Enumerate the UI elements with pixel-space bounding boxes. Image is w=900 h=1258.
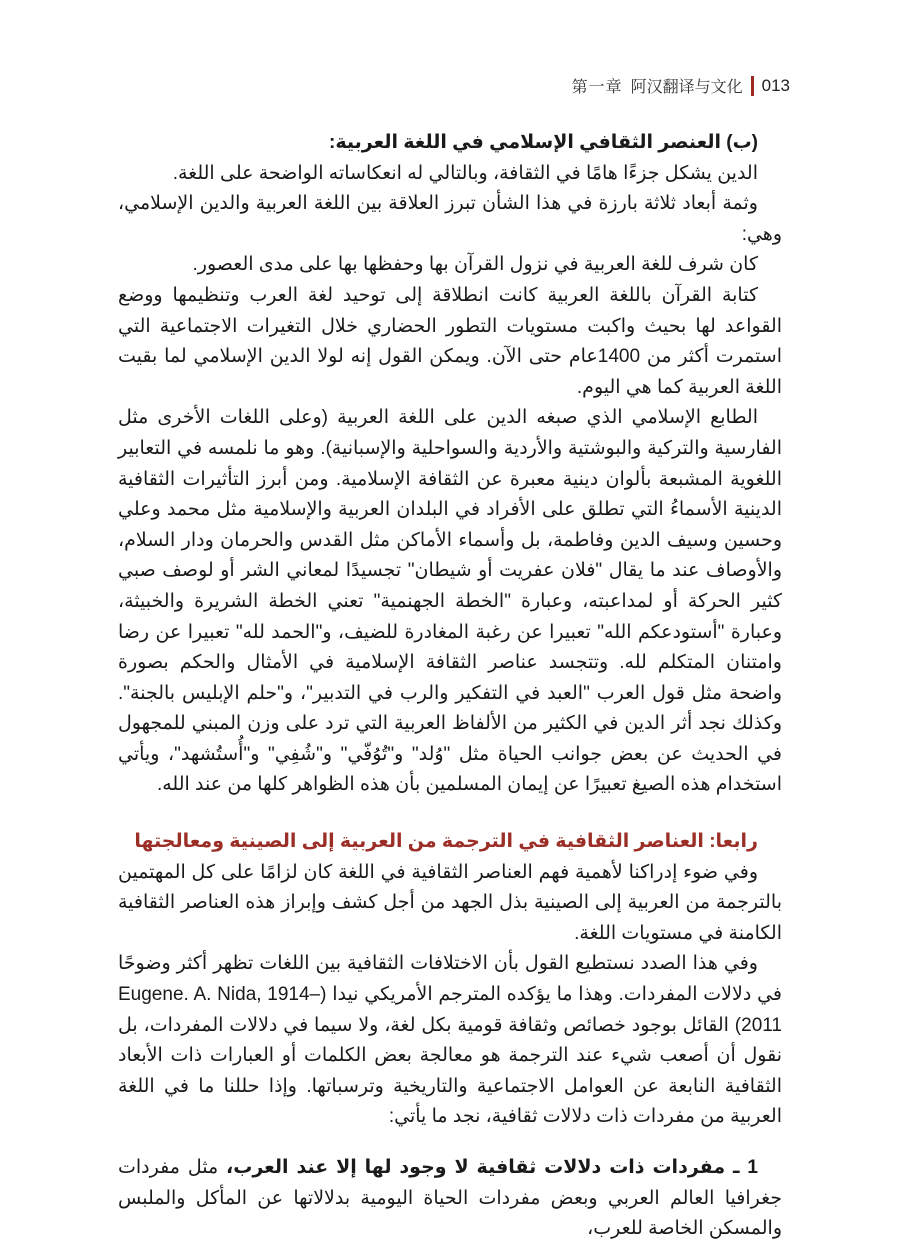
page-number: 013 (761, 75, 790, 95)
section-b-heading: (ب) العنصر الثقافي الإسلامي في اللغة العربية: (329, 132, 758, 153)
list-item-text: مثل مفردات جغرافيا العالم العربي وبعض مفردات الحياة اليومية بدلالاتها عن المأكل والملبس والمسكن الخاصة للعرب، (118, 1157, 782, 1240)
chapter-label: 第一章 (571, 77, 623, 96)
paragraph: الطابع الإسلامي الذي صبغه الدين على اللغة العربية (وعلى اللغات الأخرى مثل الفارسية والتركية والبوشتية والأردية والسواحلية والإسبانية). وهو ما نلمسه في التعابير اللغوية المشبعة بألوان دينية معبرة عن الثقافة الإسلامية. ومن أبرز التأثيرات الثقافية الدينية الأسماءُ التي تطلق على الأفراد في البلدان العربية والإسلامية مثل محمد وعلي وحسين وسيف الدين وفاطمة، بل وأسماء الأماكن مثل القدس والحرمان ودار السلام، والأوصاف عند ما يقال "فلان عفريت أو شيطان" تجسيدًا لمعاني الشر أو لوصف صبي كثير الحركة أو لمداعبته، وعبارة "الخطة الجهنمية" تعني الخطة الشريرة والخبيثة، وعبارة "أستودعكم الله" تعبيرا عن رغبة المغادرة للضيف، و"الحمد لله" تعبيرا عن رضا وامتنان المتكلم لله. وتتجسد عناصر الثقافة الإسلامية في الأمثال والحكم بصورة واضحة مثل قول العرب "العبد في التفكير والرب في التدبير"، و"حلم الإبليس بالجنة". وكذلك نجد أثر الدين في الكثير من الألفاظ العربية التي ترد على وزن المبني للمجهول في الحديث عن بعض جوانب الحياة مثل "وُلد" و"تُوُفّي" و"شُفِي" و"أُستُشهد"، ويأتي استخدام هذه الصيغ تعبيرًا عن إيمان المسلمين بأن هذه الظواهر كلها من عند الله. (118, 407, 782, 796)
paragraph: الدين يشكل جزءًا هامًا في الثقافة، وبالتالي له انعكاساته الواضحة على اللغة. (172, 162, 758, 184)
paragraph: وفي ضوء إدراكنا لأهمية فهم العناصر الثقافية في اللغة كان لزامًا على كل المهتمين بالترجمة من العربية إلى الصينية بذل الجهد من أجل كشف وإبراز هذه العناصر الثقافية الكامنة في مستويات اللغة. (118, 861, 782, 944)
section-4-heading: رابعا: العناصر الثقافية في الترجمة من العربية إلى الصينية ومعالجتها (134, 831, 758, 853)
page-body (118, 128, 782, 1245)
paragraph: وفي هذا الصدد نستطيع القول بأن الاختلافات الثقافية بين اللغات تظهر أكثر وضوحًا في دلالات المفردات. وهذا ما يؤكده المترجم الأمريكي نيدا (Eugene. A. Nida, 1914–2011) القائل بوجود خصائص وثقافة قومية بكل لغة، ولا سيما في دلالات المفردات، بل نقول أن أصعب شيء عند الترجمة هو معالجة بعض الكلمات أو العبارات ذات الأبعاد الثقافية النابعة عن العوامل الاجتماعية والتاريخية وترسباتها. وإذا حللنا ما في اللغة العربية من مفردات ذات دلالات ثقافية، نجد ما يأتي: (118, 953, 782, 1128)
header-divider (751, 76, 754, 96)
spacer (118, 1133, 782, 1153)
paragraph: كتابة القرآن باللغة العربية كانت انطلاقة إلى توحيد لغة العرب وتنظيمها ووضع القواعد لها بحيث واكبت مستويات التطور الحضاري خلال التغيرات الاجتماعية التي استمرت أكثر من 1400عام حتى الآن. ويمكن القول إنه لولا الدين الإسلامي لما بقيت اللغة العربية كما هي اليوم. (118, 284, 782, 398)
paragraph: كان شرف للغة العربية في نزول القرآن بها وحفظها بها على مدى العصور. (192, 254, 758, 276)
list-item-lead: 1 ـ مفردات ذات دلالات ثقافية لا وجود لها إلا عند العرب، (226, 1157, 758, 1178)
paragraph: وثمة أبعاد ثلاثة بارزة في هذا الشأن تبرز العلاقة بين اللغة العربية والدين الإسلامي، وهي: (118, 193, 782, 245)
book-title: 阿汉翻译与文化 (630, 77, 743, 96)
running-header (572, 74, 790, 97)
list-item-1 (118, 1153, 782, 1245)
